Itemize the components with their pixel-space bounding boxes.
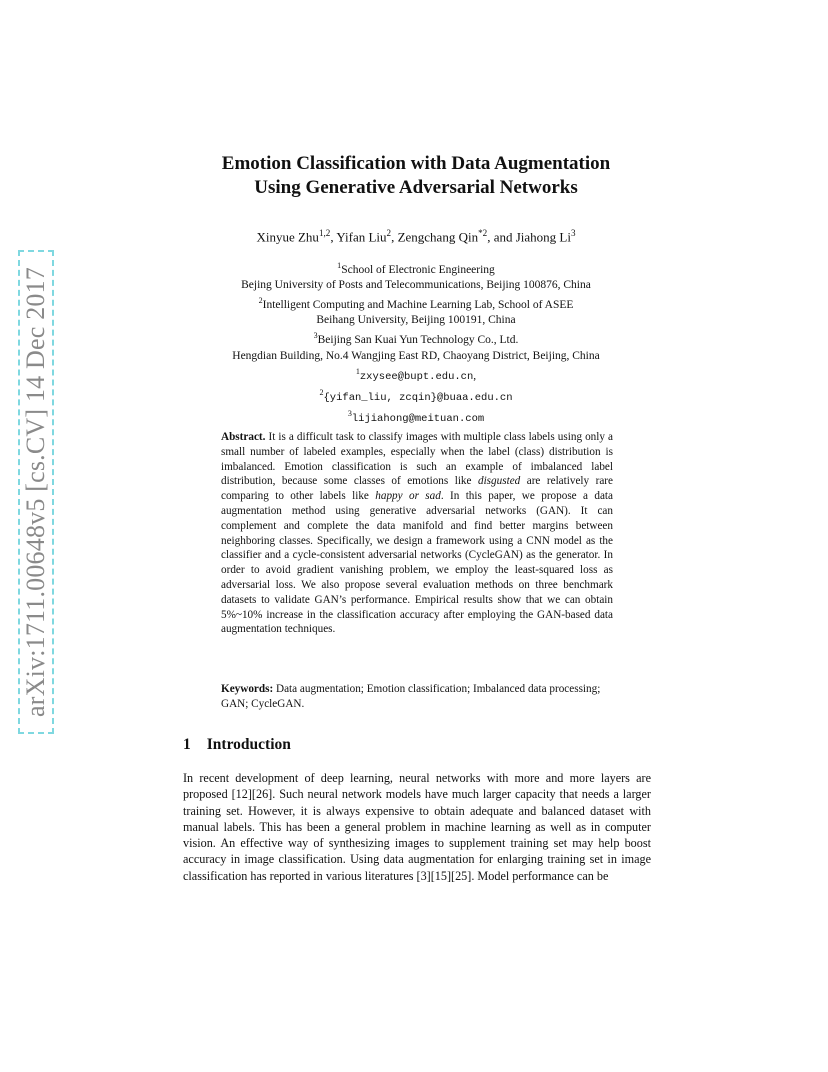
affiliations bbox=[150, 258, 682, 427]
author-3-sup: *2 bbox=[478, 228, 488, 238]
arxiv-stamp bbox=[18, 250, 54, 734]
arxiv-stamp-text: arXiv:1711.00648v5 [cs.CV] 14 Dec 2017 bbox=[21, 266, 50, 718]
email-sup: 2 bbox=[319, 387, 324, 397]
affil-text: Beijing San Kuai Yun Technology Co., Ltd. bbox=[317, 334, 519, 347]
email-sup: 3 bbox=[347, 408, 352, 418]
abstract-emph: disgusted bbox=[477, 475, 521, 488]
affil-line-4: Beihang University, Beijing 100191, China bbox=[316, 314, 516, 327]
author-4: Jiahong Li bbox=[515, 229, 571, 245]
affil-sup: 3 bbox=[313, 331, 318, 341]
abstract-emph: happy or sad bbox=[375, 490, 441, 503]
abstract-text: It is a difficult task to classify images with multiple class labels using only a small number of labeled examples, especially when the label (class) distribution is imbalanced. Emotion classification is such an example of imbalanced label distribution, because some classes of emotions like bbox=[221, 431, 613, 488]
affil-text: Intelligent Computing and Machine Learning Lab, School of ASEE bbox=[262, 299, 574, 312]
keywords bbox=[221, 682, 613, 712]
abstract bbox=[221, 430, 613, 637]
title-line-2: Using Generative Adversarial Networks bbox=[254, 177, 578, 198]
author-and: , and bbox=[487, 229, 516, 245]
section-heading bbox=[183, 736, 291, 754]
email-line-3 bbox=[150, 406, 682, 427]
author-1-sup: 1,2 bbox=[318, 228, 331, 238]
affil-line-1 bbox=[150, 258, 682, 278]
email-address: zxysee@bupt.edu.cn bbox=[359, 370, 474, 383]
author-sep: , bbox=[391, 229, 398, 245]
paper-title bbox=[150, 152, 682, 200]
affil-line-6: Hengdian Building, No.4 Wangjing East RD, Chaoyang District, Beijing, China bbox=[232, 349, 600, 362]
keywords-label: Keywords: bbox=[221, 683, 274, 695]
email-line-1 bbox=[150, 364, 682, 385]
affil-line-5 bbox=[150, 328, 682, 348]
author-list bbox=[150, 228, 682, 245]
affil-sup: 2 bbox=[258, 296, 263, 306]
author-3: Zengchang Qin bbox=[397, 229, 479, 245]
title-line-1: Emotion Classification with Data Augmentation bbox=[221, 153, 611, 174]
section-title: Introduction bbox=[206, 736, 291, 753]
abstract-text: . In this paper, we propose a data augmentation method using generative adversarial networks (GAN). It can complement and complete the data manifold and find better margins between neighboring classes. Specifically, we design a framework using a CNN model as the classifier and a cycle-consistent adversarial networks (CycleGAN) as the generator. In order to avoid gradient vanishing problem, we employ the least-squared loss as adversarial loss. We also propose several evaluation methods on three benchmark datasets to validate GAN’s performance. Empirical results show that we can obtain 5%~10% increase in the classification accuracy after employing the GAN-based data augmentation techniques. bbox=[221, 490, 613, 636]
email-sup: 1 bbox=[355, 366, 360, 376]
author-1: Xinyue Zhu bbox=[256, 229, 319, 245]
email-address: {yifan_liu, zcqin}@buaa.edu.cn bbox=[323, 391, 513, 404]
section-number: 1 bbox=[183, 736, 191, 753]
email-tail: , bbox=[473, 369, 477, 382]
intro-paragraph: In recent development of deep learning, neural networks with more and more layers are proposed [12][26]. Such neural network models have much larger capacity that needs a larger training set. However, it is always expensive to obtain adequate and balanced dataset with manual labels. This has been a general problem in machine learning as well as in computer vision. An effective way of synthesizing images to supplement training set may help boost accuracy in image classification. Using data augmentation for enlarging training set in image classification has reported in various literatures [3][15][25]. Model performance can be bbox=[183, 771, 651, 883]
affil-line-2: Bejing University of Posts and Telecommunications, Beijing 100876, China bbox=[241, 279, 591, 292]
affil-line-3 bbox=[150, 293, 682, 313]
affil-text: School of Electronic Engineering bbox=[341, 263, 495, 276]
email-line-2 bbox=[150, 385, 682, 406]
email-address: lijiahong@meituan.com bbox=[351, 412, 485, 425]
abstract-text: are relatively rare comparing to other labels like bbox=[221, 475, 613, 503]
keywords-text: Data augmentation; Emotion classification; Imbalanced data processing; GAN; CycleGAN. bbox=[221, 683, 601, 710]
author-2-sup: 2 bbox=[386, 228, 392, 238]
abstract-label: Abstract. bbox=[221, 431, 266, 443]
affil-sup: 1 bbox=[337, 261, 342, 270]
author-2: Yifan Liu bbox=[336, 229, 387, 245]
author-sep: , bbox=[330, 229, 337, 245]
author-4-sup: 3 bbox=[570, 228, 576, 238]
